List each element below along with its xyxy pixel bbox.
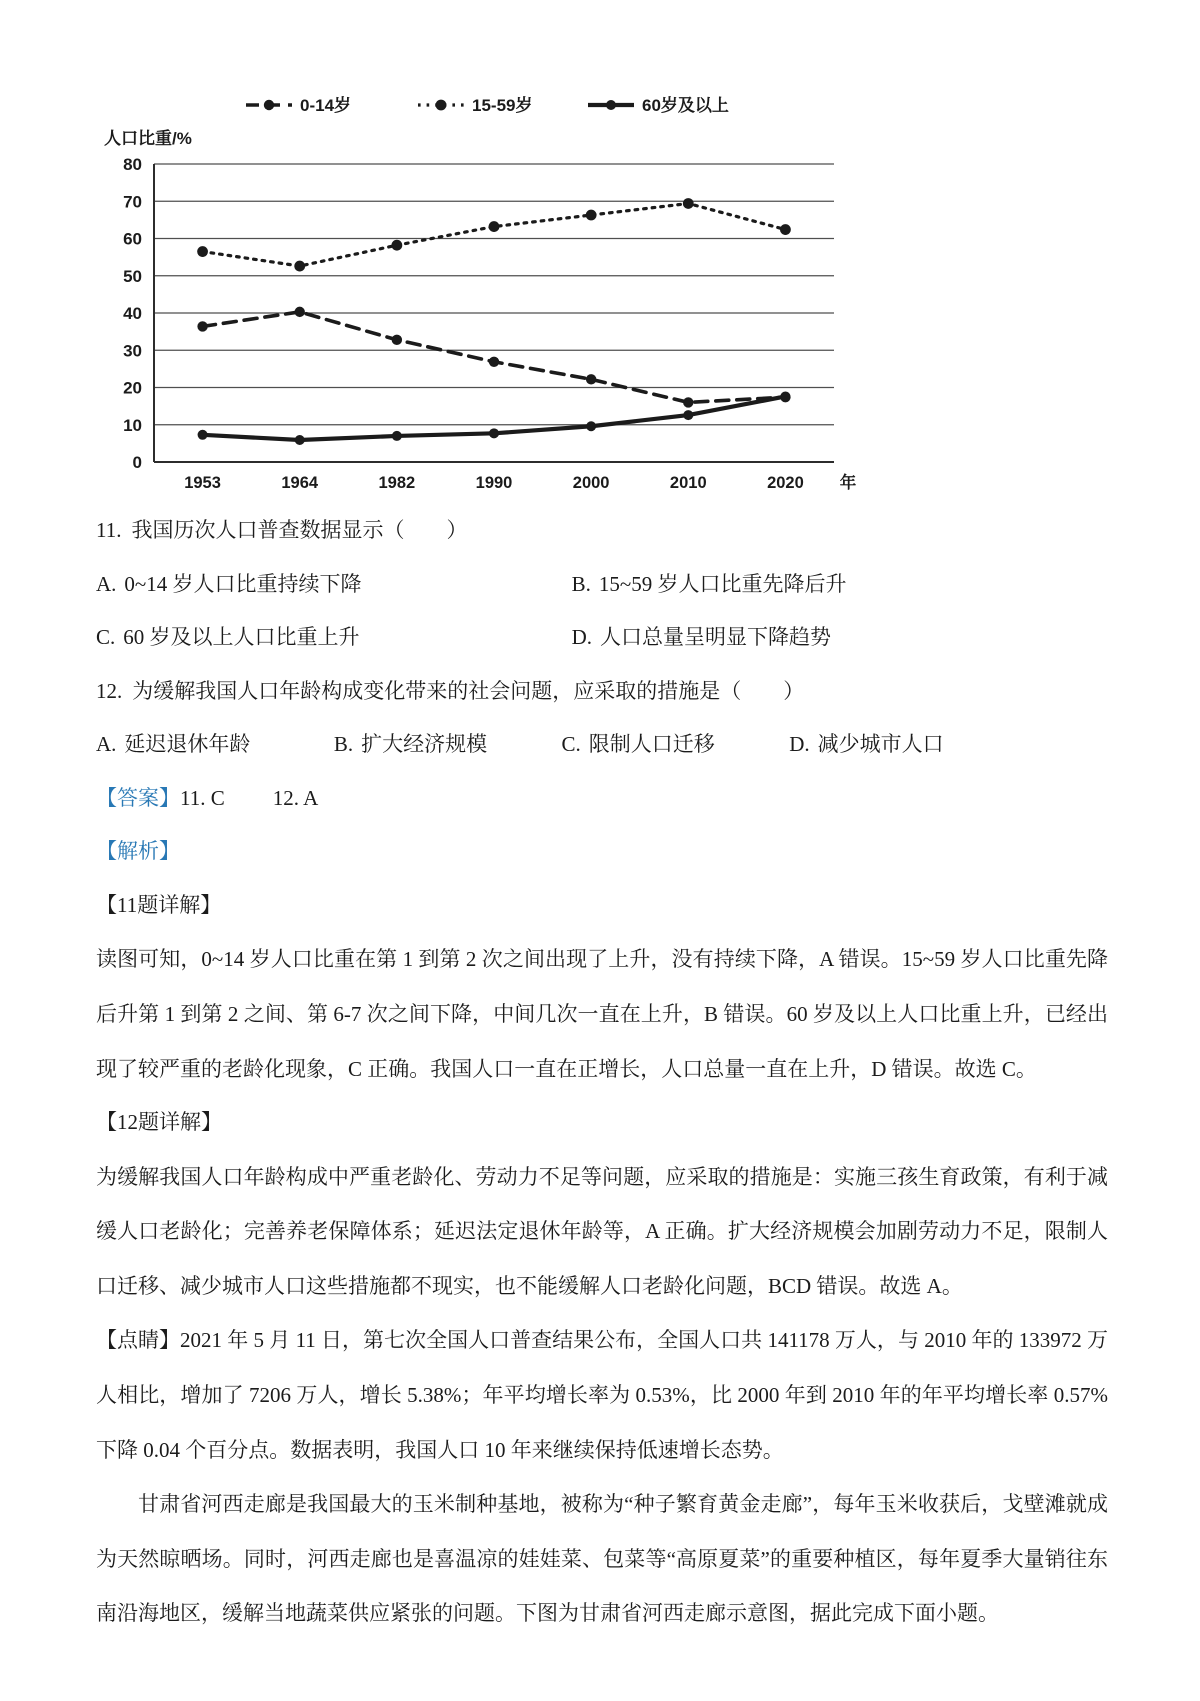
option-11-b	[572, 558, 1108, 612]
question-12-text: 为缓解我国人口年龄构成变化带来的社会问题，应采取的措施是（ ）	[132, 678, 805, 703]
svg-text:50: 50	[123, 266, 142, 286]
svg-text:30: 30	[123, 341, 142, 361]
svg-text:40: 40	[123, 304, 142, 323]
option-11-d-text: 人口总量呈明显下降趋势	[600, 625, 832, 650]
option-12-c-label: C.	[561, 732, 581, 757]
option-11-a	[96, 558, 572, 612]
population-line-chart-svg	[96, 86, 864, 490]
option-11-b-text: 15~59 岁人口比重先降后升	[598, 571, 847, 596]
svg-text:15-59岁: 15-59岁	[472, 96, 533, 115]
option-12-c	[562, 718, 790, 772]
svg-text:年: 年	[839, 474, 857, 490]
svg-text:1964: 1964	[281, 474, 319, 490]
option-12-a-label: A.	[96, 732, 117, 757]
option-12-b	[334, 718, 562, 772]
question-12-number: 12.	[96, 678, 123, 703]
analysis-label: 【解析】	[96, 839, 180, 864]
option-12-d-label: D.	[789, 732, 810, 757]
svg-text:1982: 1982	[378, 474, 416, 490]
question-11-text: 我国历次人口普查数据显示（ ）	[131, 518, 468, 542]
question-11-number: 11.	[96, 518, 122, 542]
svg-text:0: 0	[132, 453, 142, 472]
option-11-a-label: A.	[96, 571, 117, 596]
explanation-11-heading: 【11题详解】	[96, 892, 222, 917]
svg-text:60岁及以上: 60岁及以上	[642, 96, 729, 115]
option-12-d	[789, 718, 1108, 772]
tip-text: 2021 年 5 月 11 日，第七次全国人口普查结果公布，全国人口共 141178 万人，与 2010 年的 133972 万人相比，增加了 7206 万人，增长 5.38%；年平均增长率为 0.53%，比 2000 年到 2010 年的年平均增长率 0.57%下降 0.04 个百分点。数据表明，我国人口 10 年来继续保持低速增长态势。	[96, 1328, 1108, 1462]
option-11-c	[96, 611, 572, 665]
svg-text:20: 20	[123, 378, 142, 398]
option-12-a	[96, 718, 334, 772]
svg-text:2020: 2020	[767, 474, 804, 490]
explanation-12-heading: 【12题详解】	[96, 1110, 222, 1135]
option-11-d	[572, 611, 1108, 665]
svg-text:10: 10	[123, 415, 142, 435]
option-11-d-label: D.	[571, 625, 593, 650]
population-census-chart	[96, 86, 1108, 490]
option-12-a-text: 延迟退休年龄	[124, 732, 251, 757]
option-11-c-label: C.	[96, 625, 116, 650]
svg-text:2010: 2010	[669, 474, 707, 490]
question-11-stem	[96, 504, 1108, 558]
svg-text:80: 80	[123, 155, 142, 174]
passage-paragraph: 甘肃省河西走廊是我国最大的玉米制种基地，被称为“种子繁育黄金走廊”，每年玉米收获后，戈壁滩就成为天然晾晒场。同时，河西走廊也是喜温凉的娃娃菜、包菜等“高原夏菜”的重要种植区，每年夏季大量销往东南沿海地区，缓解当地蔬菜供应紧张的问题。下图为甘肃省河西走廊示意图，据此完成下面小题。	[96, 1492, 1108, 1626]
answer-item-11: 11. C	[180, 785, 225, 810]
question-12-stem	[96, 665, 1108, 719]
answer-line	[96, 772, 1108, 826]
option-12-b-label: B.	[333, 732, 354, 757]
question-11-options	[96, 558, 1108, 665]
explanation-12-text: 为缓解我国人口年龄构成中严重老龄化、劳动力不足等问题，应采取的措施是：实施三孩生育政策，有利于减缓人口老龄化；完善养老保障体系；延迟法定退休年龄等，A 正确。扩大经济规模会加剧劳动力不足，限制人口迁移、减少城市人口这些措施都不现实，也不能缓解人口老龄化问题，BCD 错误。故选 A。	[96, 1164, 1108, 1298]
svg-text:2000: 2000	[572, 474, 610, 490]
svg-text:60: 60	[123, 229, 142, 249]
option-11-a-text: 0~14 岁人口比重持续下降	[124, 571, 362, 596]
svg-text:70: 70	[123, 192, 142, 212]
explanation-11-text: 读图可知，0~14 岁人口比重在第 1 到第 2 次之间出现了上升，没有持续下降，A 错误。15~59 岁人口比重先降后升第 1 到第 2 之间、第 6-7 次之间下降，中间几次一直在上升，B 错误。60 岁及以上人口比重上升，已经出现了较严重的老龄化现象，C 正确。我国人口一直在正增长，人口总量一直在上升，D 错误。故选 C。	[96, 947, 1108, 1081]
option-12-d-text: 减少城市人口	[817, 732, 944, 757]
option-11-b-label: B.	[571, 571, 591, 596]
answer-label: 【答案】	[96, 785, 180, 810]
svg-text:1953: 1953	[184, 474, 221, 490]
tip-paragraph	[96, 1313, 1108, 1477]
option-12-c-text: 限制人口迁移	[588, 732, 715, 757]
option-12-b-text: 扩大经济规模	[361, 732, 488, 757]
svg-text:1990: 1990	[475, 474, 513, 490]
svg-text:0-14岁: 0-14岁	[300, 96, 352, 115]
question-12-options	[96, 718, 1108, 772]
tip-label: 【点睛】	[96, 1328, 181, 1353]
svg-text:人口比重/%: 人口比重/%	[104, 129, 192, 148]
option-11-c-text: 60 岁及以上人口比重上升	[123, 625, 360, 650]
answer-item-12: 12. A	[272, 785, 319, 810]
